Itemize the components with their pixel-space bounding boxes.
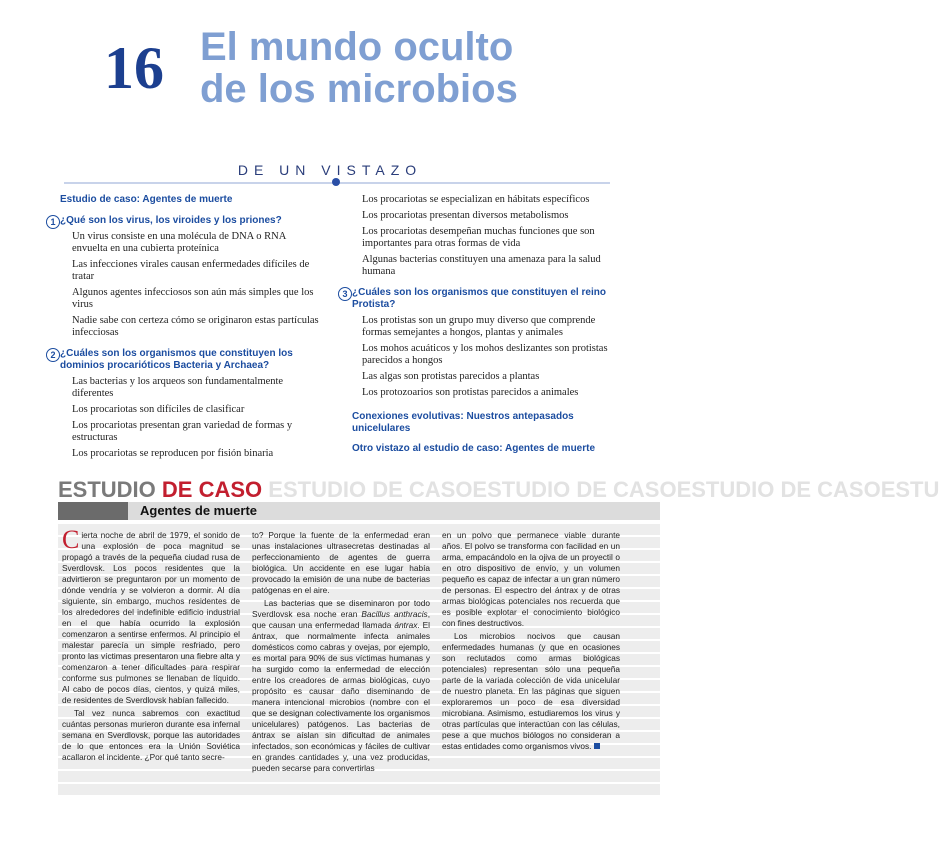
banner-word-estudio: ESTUDIO — [58, 477, 156, 502]
section-3 — [342, 287, 614, 399]
chapter-title-line1: El mundo oculto — [200, 25, 514, 69]
body-paragraph: Las bacterias que se diseminaron por todo Sverdlovsk esa noche eran Bacillus anthracis, que causan una enfermedad llamada ántrax. El ántrax, que normalmente infecta animales domésticos como cabras y ovejas, por ejemplo, es mortal para 90% de sus víctimas humanas y ha surgido como la enfermedad de elección entre los creadores de armas biológicas, cuyo propósito es causar daño diseminando de manera intencional microbios (nombre con el que se designan colectivamente los organismos unicelulares) patógenos. Las bacterias de ántrax se aíslan sin dificultad de animales infectados, son económicas y fáciles de cultivar en grandes cantidades y, una vez producidas, pueden secarse para convertirlas — [252, 598, 430, 773]
section-number-badge: 2 — [46, 348, 60, 362]
body-paragraph: Los microbios nocivos que causan enfermedades humanas (y que en ocasiones son reclutados como armas biológicas potenciales) representan sólo una pequeña parte de la variada colección de vida unicelular de nuestro planeta. En las páginas que siguen exploraremos un poco de esa diversidad microbiana. Asimismo, estudiaremos los virus y otras partículas que interactúan con las células, pese a que muchos biólogos no consideran a estas entidades como organismos vivos. — [442, 631, 620, 751]
glance-left-column — [50, 194, 322, 464]
case-body-column-2 — [252, 530, 430, 774]
section-2 — [50, 348, 322, 460]
list-item[interactable]: Los procariotas son difíciles de clasificar — [72, 404, 245, 415]
section-1 — [50, 215, 322, 339]
list-item[interactable]: Algunos agentes infecciosos son aún más simples que los virus — [72, 287, 314, 310]
list-item[interactable]: Los procariotas se reproducen por fisión binaria — [72, 448, 274, 459]
section-number-badge: 1 — [46, 215, 60, 229]
case-study-subtitle: Agentes de muerte — [140, 503, 258, 518]
revisit-case-link[interactable]: Otro vistazo al estudio de caso: Agentes de muerte — [352, 443, 596, 454]
body-paragraph: to? Porque la fuente de la enfermedad eran unas instalaciones ultrasecretas destinadas al perfeccionamiento de agentes de guerra biológica. Un accidente en ese lugar había provocado la emisión de una nube de bacterias patógenas en el aire. — [252, 530, 430, 595]
section-title[interactable]: ¿Cuáles son los organismos que constituyen el reino Protista? — [352, 287, 606, 310]
section-title[interactable]: ¿Qué son los virus, los viroides y los priones? — [60, 215, 282, 226]
chapter-title-line2: de los microbios — [200, 67, 518, 111]
list-item[interactable]: Nadie sabe con certeza cómo se originaron estas partículas infecciosas — [72, 315, 319, 338]
list-item[interactable]: Los procariotas presentan diversos metabolismos — [362, 210, 569, 221]
section-2-continued — [352, 194, 614, 278]
drop-cap: C — [62, 525, 80, 554]
body-paragraph: en un polvo que permanece viable durante años. El polvo se transforma con facilidad en un arma, empacándolo en la ojiva de un proyectil o en otro dispositivo de envío, y un volumen pequeño es capaz de infectar a un gran número de personas. El espectro del ántrax y de otras armas biológicas potenciales nos recuerda que es posible explotar el conocimiento biológico con fines destructivos. — [442, 530, 620, 628]
list-item[interactable]: Las bacterias y los arqueos son fundamentalmente diferentes — [72, 376, 284, 399]
case-study-banner — [58, 477, 939, 502]
list-item[interactable]: Los protistas son un grupo muy diverso que comprende formas semejantes a hongos, plantas y animales — [362, 315, 596, 338]
section-number-badge: 3 — [338, 287, 352, 301]
list-item[interactable]: Los protozoarios son protistas parecidos a animales — [362, 387, 579, 398]
glance-divider-dot — [332, 178, 340, 186]
evolution-link[interactable]: Conexiones evolutivas: Nuestros antepasados unicelulares — [352, 411, 574, 434]
list-item[interactable]: Los mohos acuáticos y los mohos deslizantes son protistas parecidos a hongos — [362, 343, 608, 366]
banner-word-de-caso: DE CASO — [161, 477, 263, 502]
glance-right-column — [342, 194, 614, 461]
end-mark-icon — [594, 743, 600, 749]
banner-ghost-text: ESTUDIO DE CASOESTUDIO DE CASOESTUDIO DE CASOESTU — [268, 477, 939, 502]
list-item[interactable]: Los procariotas se especializan en hábitats específicos — [362, 194, 590, 205]
body-paragraph: ierta noche de abril de 1979, el sonido de una explosión de poca magnitud se propagó a través de la pequeña ciudad rusa de Sverdlovsk. Los pocos residentes que la advirtieron se preguntaron por un momento de dónde vendría y se volvieron a dormir. Al día siguiente, sin embargo, muchos residentes de los alrededores del indefinible edificio industrial en el que había ocurrido la explosión comenzaron a sentirse enfermos. Al principio el malestar parecía un simple resfriado, pero pronto las víctimas presentaron una fiebre alta y comenzaron a tener dificultades para respirar conforme sus pulmones se llenaban de líquido. Al cabo de pocos días, cientos, y quizá miles, de residentes de Sverdlovsk habían fallecido. — [62, 530, 240, 705]
body-paragraph: Tal vez nunca sabremos con exactitud cuántas personas murieron durante esa infernal semana en Sverdlovsk, porque las autoridades de lo que entonces era la Unión Soviética acallaron el incidente. ¿Por qué tanto secre- — [62, 708, 240, 762]
glance-heading: DE UN VISTAZO — [237, 162, 423, 178]
list-item[interactable]: Las algas son protistas parecidos a plantas — [362, 371, 540, 382]
case-subtitle-bar-accent — [58, 502, 128, 520]
case-study-link[interactable]: Estudio de caso: Agentes de muerte — [60, 194, 233, 205]
list-item[interactable]: Algunas bacterias constituyen una amenaza para la salud humana — [362, 254, 601, 277]
section-title[interactable]: ¿Cuáles son los organismos que constituyen los dominios procarióticos Bacteria y Archaea? — [60, 348, 293, 371]
case-body-column-3 — [442, 530, 620, 752]
list-item[interactable]: Los procariotas presentan gran variedad de formas y estructuras — [72, 420, 293, 443]
list-item[interactable]: Las infecciones virales causan enfermedades difíciles de tratar — [72, 259, 310, 282]
list-item[interactable]: Un virus consiste en una molécula de DNA o RNA envuelta en una cubierta proteínica — [72, 231, 286, 254]
case-body-column-1 — [62, 525, 240, 763]
chapter-number: 16 — [104, 35, 164, 101]
chapter-title — [200, 26, 518, 110]
list-item[interactable]: Los procariotas desempeñan muchas funciones que son importantes para otras formas de vida — [362, 226, 595, 249]
